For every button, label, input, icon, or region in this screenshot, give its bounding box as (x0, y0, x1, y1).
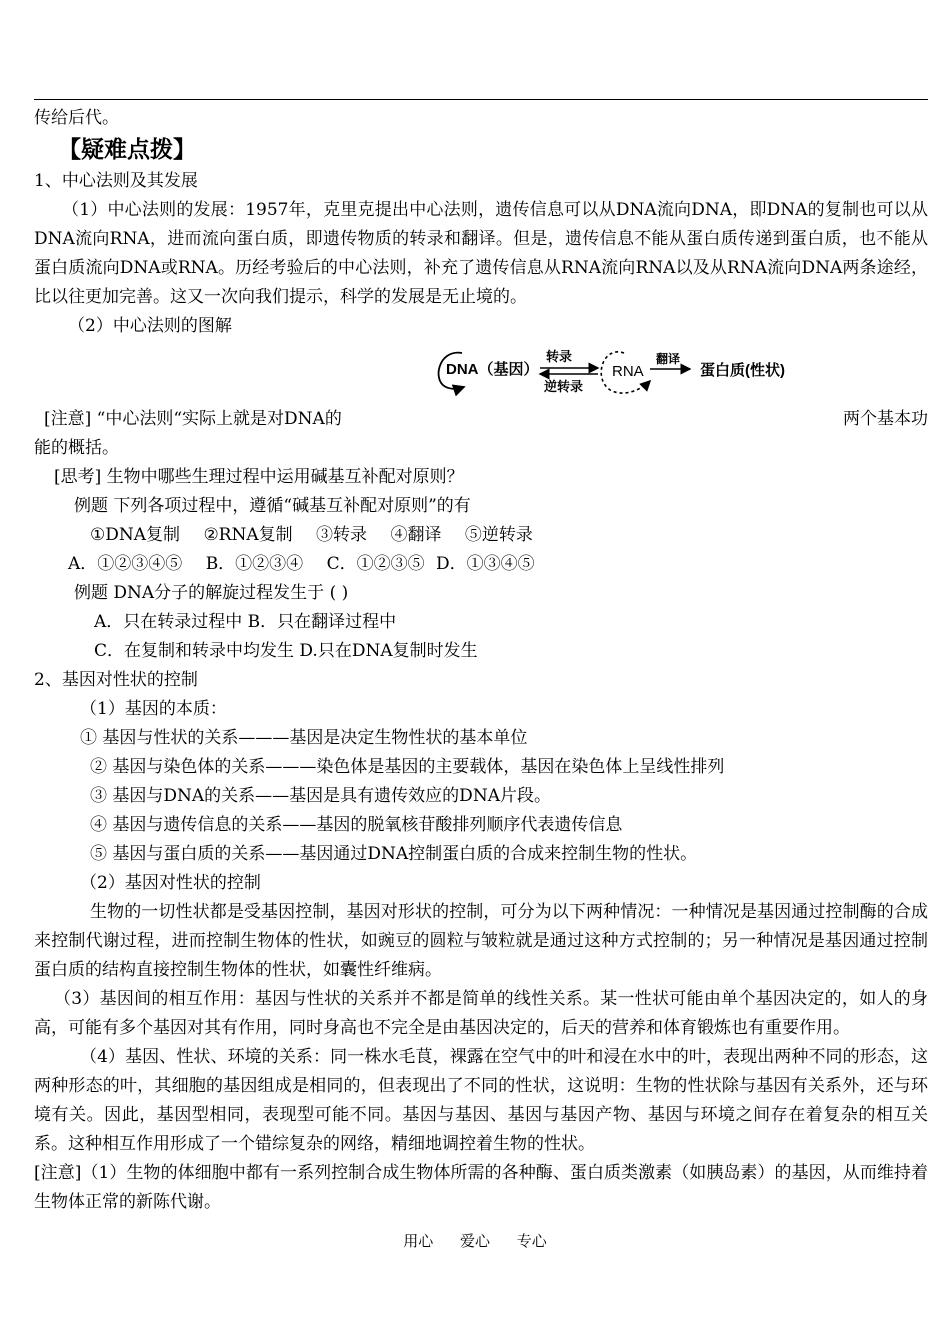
central-dogma-diagram-title: （2）中心法则的图解 (68, 316, 232, 336)
example-2-options-2: C．在复制和转录中均发生 D.只在DNA复制时发生 (94, 641, 478, 661)
item-reverse-transcription: ⑤逆转录 (464, 525, 533, 545)
note-left: [注意] “中心法则“实际上就是对DNA的 (44, 409, 342, 429)
gene-relation-item: ② 基因与染色体的关系———染色体是基因的主要载体，基因在染色体上呈线性排列 (90, 757, 725, 777)
section-heading: 【疑难点拨】 (58, 136, 196, 163)
option-a: A．①②③④⑤ (68, 554, 183, 574)
gene-relation-item: ⑤ 基因与蛋白质的关系——基因通过DNA控制蛋白质的合成来控制生物的性状。 (90, 844, 698, 864)
option-b: B．①②③④ (205, 554, 304, 574)
section-2-title: 2、基因对性状的控制 (34, 670, 198, 690)
central-dogma-diagram (428, 341, 818, 405)
gene-control-title: （2）基因对性状的控制 (80, 873, 261, 893)
document-body (34, 104, 928, 1217)
gene-control-paragraph: 生物的一切性状都是受基因控制，基因对形状的控制，可分为以下两种情况：一种情况是基因通过控制酶的合成来控制代谢过程，进而控制生物体的性状，如豌豆的圆粒与皱粒就是通过这种方式控制的；另一种情况是基因通过控制蛋白质的结构直接控制生物体的性状，如囊性纤维病。 (34, 902, 928, 980)
note-paragraph: [注意]（1）生物的体细胞中都有一系列控制合成生物体所需的各种酶、蛋白质类激素（如胰岛素）的基因，从而维持着生物体正常的新陈代谢。 (34, 1163, 928, 1212)
example-2-options-1: A．只在转录过程中 B．只在翻译过程中 (94, 612, 397, 632)
gene-environment-paragraph: （4）基因、性状、环境的关系：同一株水毛茛，裸露在空气中的叶和浸在水中的叶，表现出两种不同的形态，这两种形态的叶，其细胞的基因组成是相同的，但表现出了不同的性状，这说明：生物的性状除与基因有关系外，还与环境有关。因此，基因型相同，表现型可能不同。基因与基因、基因与基因产物、基因与环境之间存在着复杂的相互关系。这种相互作用形成了一个错综复杂的网络，精细地调控着生物的性状。 (34, 1047, 928, 1154)
example-1-options (68, 550, 928, 579)
note-right: 两个基本功 (843, 409, 928, 429)
item-dna-replication: ①DNA复制 (90, 525, 181, 545)
continued-text: 传给后代。 (34, 108, 119, 128)
item-rna-replication: ②RNA复制 (203, 525, 293, 545)
note-continuation: 能的概括。 (34, 438, 119, 458)
option-c: C．①②③⑤ (326, 554, 425, 574)
item-translation: ④翻译 (390, 525, 442, 545)
example-2-question: 例题 DNA分子的解旋过程发生于 ( ) (74, 583, 349, 603)
translation-label: 翻译 (656, 352, 681, 366)
central-dogma-diagram-row (34, 341, 928, 405)
option-d: D．①③④⑤ (436, 554, 535, 574)
protein-label: 蛋白质(性状) (700, 362, 785, 379)
page-footer: 用心 爱心 专心 (403, 1232, 547, 1250)
gene-relation-item: ③ 基因与DNA的关系——基因是具有遗传效应的DNA片段。 (90, 786, 551, 806)
note-row (34, 405, 928, 434)
header-rule (34, 99, 928, 100)
gene-nature-title: （1）基因的本质： (80, 699, 227, 719)
think-question: [思考] 生物中哪些生理过程中运用碱基互补配对原则？ (54, 467, 464, 487)
gene-interaction-paragraph: （3）基因间的相互作用：基因与性状的关系并不都是简单的线性关系。某一性状可能由单个基因决定的，如人的身高，可能有多个基因对其有作用，同时身高也不完全是由基因决定的，后天的营养和体育锻炼也有重要作用。 (34, 989, 928, 1038)
section-1-title: 1、中心法则及其发展 (34, 171, 198, 191)
dna-label: DNA（基因） (446, 361, 539, 378)
example-1-items (90, 521, 928, 550)
item-transcription: ③转录 (316, 525, 368, 545)
transcription-label: 转录 (546, 349, 573, 364)
example-1-question: 例题 下列各项过程中，遵循“碱基互补配对原则”的有 (74, 496, 471, 516)
gene-relation-item: ④ 基因与遗传信息的关系——基因的脱氧核苷酸排列顺序代表遗传信息 (90, 815, 623, 835)
rna-label: RNA (612, 363, 644, 380)
central-dogma-development: （1）中心法则的发展：1957年，克里克提出中心法则，遗传信息可以从DNA流向DNA，即DNA的复制也可以从DNA流向RNA，进而流向蛋白质，即遗传物质的转录和翻译。但是，遗传信息不能从蛋白质传递到蛋白质，也不能从蛋白质流向DNA或RNA。历经考验后的中心法则，补充了遗传信息从RNA流向RNA以及从RNA流向DNA两条途经，比以往更加完善。这又一次向我们提示，科学的发展是无止境的。 (34, 200, 928, 307)
reverse-transcription-label: 逆转录 (544, 379, 584, 394)
gene-relation-item: ① 基因与性状的关系———基因是决定生物性状的基本单位 (80, 728, 528, 748)
